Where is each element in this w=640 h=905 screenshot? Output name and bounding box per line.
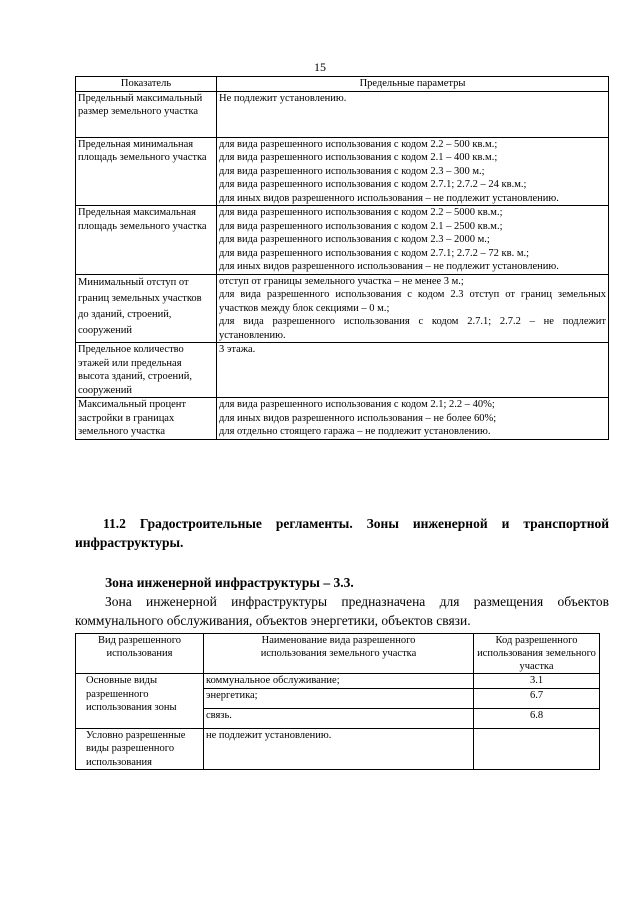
use-code: 3.1 — [474, 674, 600, 689]
row-indicator: Предельная максимальная площадь земельного участка — [76, 206, 217, 275]
use-name: связь. — [204, 708, 474, 728]
limit-line: для вида разрешенного использования с кодом 2.3 – 2000 м.; — [219, 234, 490, 245]
limit-line: для иных видов разрешенного использования – не подлежит установлению. — [219, 261, 559, 272]
table-row — [76, 137, 609, 206]
row-indicator: Предельная минимальная площадь земельного участка — [76, 137, 217, 206]
limit-line: для вида разрешенного использования с кодом 2.3 отступ от границ земельных участков между блок секциями – 0 м.; — [219, 289, 606, 314]
section-heading: 11.2 Градостроительные регламенты. Зоны инженерной и транспортной инфраструктуры. — [75, 516, 609, 550]
table-row — [76, 274, 609, 343]
row-limits — [217, 343, 609, 398]
table-row — [76, 206, 609, 275]
row-limits — [217, 274, 609, 343]
limit-line: для вида разрешенного использования с кодом 2.1 – 2500 кв.м.; — [219, 220, 503, 232]
row-limits — [217, 398, 609, 440]
table-row — [76, 728, 600, 770]
limit-line: для вида разрешенного использования с кодом 2.2 – 5000 кв.м.; — [219, 207, 503, 218]
limit-line: для иных видов разрешенного использования – не подлежит установлению. — [219, 192, 559, 204]
use-name: энергетика; — [204, 688, 474, 708]
main-uses-group: Основные виды разрешенного использования зоны — [76, 674, 204, 729]
use-name: коммунальное обслуживание; — [204, 674, 474, 689]
limit-line: отступ от границы земельного участка – не менее 3 м.; — [219, 275, 464, 287]
row-indicator: Предельное количество этажей или предельная высота зданий, строений, сооружений — [76, 343, 217, 398]
limit-line: для вида разрешенного использования с кодом 2.2 – 500 кв.м.; — [219, 138, 498, 150]
params-table — [75, 76, 609, 440]
limit-line: для вида разрешенного использования с кодом 2.7.1; 2.7.2 – 72 кв. м.; — [219, 247, 530, 259]
row-indicator: Минимальный отступ от границ земельных участков до зданий, строений, сооружений — [76, 274, 217, 343]
column-header-indicator: Показатель — [76, 77, 217, 92]
conditional-uses-group: Условно разрешенные виды разрешенного использования — [76, 728, 204, 770]
uses-table — [75, 633, 600, 770]
zone-intro-paragraph: Зона инженерной инфраструктуры предназначена для размещения объектов коммунального обслуживания, объектов энергетики, объектов связи. — [75, 594, 609, 628]
column-header-limits: Предельные параметры — [217, 77, 609, 92]
limit-line: для отдельно стоящего гаража – не подлежит установлению. — [219, 426, 491, 437]
table-row — [76, 91, 609, 137]
page-number: 15 — [314, 60, 326, 74]
row-limits — [217, 206, 609, 275]
row-indicator: Предельный максимальный размер земельного участка — [76, 91, 217, 137]
table-header-row — [76, 77, 609, 92]
table-header-row — [76, 634, 600, 674]
limit-line: для иных видов разрешенного использования – не более 60%; — [219, 412, 497, 424]
limit-line: для вида разрешенного использования с кодом 2.1; 2.2 – 40%; — [219, 399, 495, 410]
use-code: 6.8 — [474, 708, 600, 728]
limit-line: для вида разрешенного использования с кодом 2.1 – 400 кв.м.; — [219, 152, 498, 163]
zone-heading: Зона инженерной инфраструктуры – 3.3. — [105, 575, 354, 590]
conditional-uses-text: не подлежит установлению. — [204, 728, 474, 770]
limit-line: Не подлежит установлению. — [219, 92, 347, 104]
table-row — [76, 674, 600, 689]
column-header-use-name: Наименование вида разрешенного использования земельного участка — [204, 634, 474, 674]
row-indicator: Максимальный процент застройки в границах земельного участка — [76, 398, 217, 440]
row-limits — [217, 91, 609, 137]
use-code — [474, 728, 600, 770]
limit-line: для вида разрешенного использования с кодом 2.7.1; 2.7.2 – не подлежит установлению. — [219, 316, 606, 341]
limit-line: для вида разрешенного использования с кодом 2.7.1; 2.7.2 – 24 кв.м.; — [219, 179, 527, 190]
limit-line: для вида разрешенного использования с кодом 2.3 – 300 м.; — [219, 165, 485, 177]
use-code: 6.7 — [474, 688, 600, 708]
column-header-use-code: Код разрешенного использования земельного участка — [474, 634, 600, 674]
table-row — [76, 398, 609, 440]
row-limits — [217, 137, 609, 206]
table-row — [76, 343, 609, 398]
limit-line: 3 этажа. — [219, 344, 256, 355]
column-header-use-type: Вид разрешенного использования — [76, 634, 204, 674]
